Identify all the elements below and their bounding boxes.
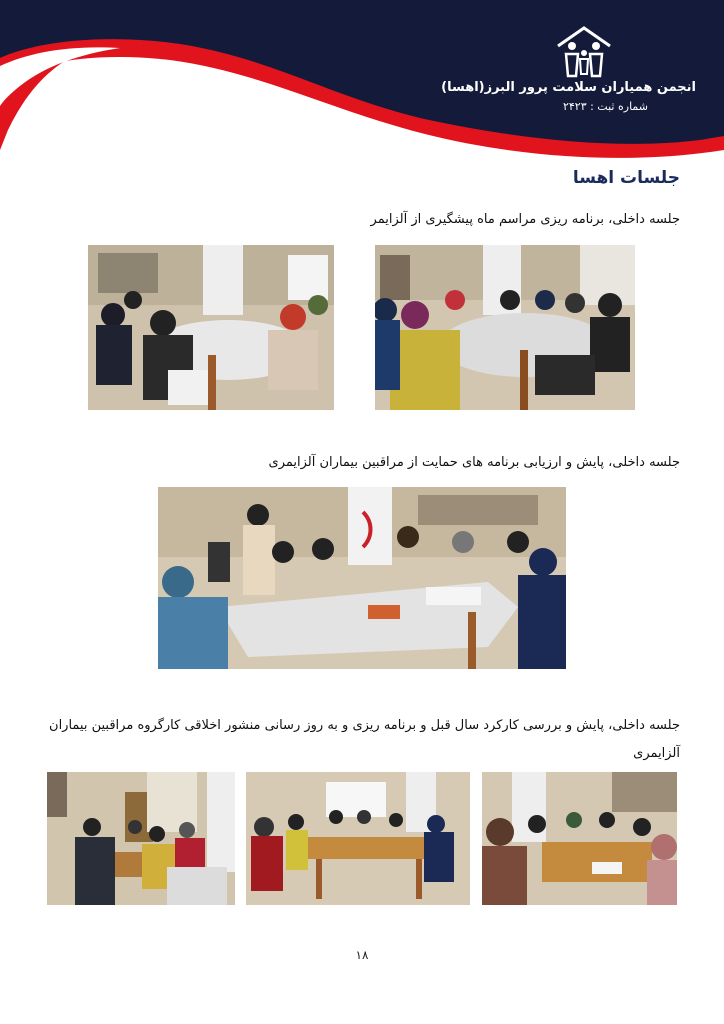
meeting-photo-1b: [375, 245, 635, 410]
section-title: جلسات اهسا: [572, 168, 680, 188]
registration-number: شماره ثبت : ۲۴۲۳: [562, 100, 648, 113]
meeting-caption-1: جلسه داخلی، برنامه ریزی مراسم ماه پیشگیری از آلزایمر: [370, 212, 680, 227]
page-number: ۱۸: [355, 948, 369, 962]
page-header: [0, 0, 724, 170]
meeting-photo-3b: [246, 772, 470, 905]
meeting-photo-3c: [482, 772, 677, 905]
meeting-photo-2: [158, 487, 566, 669]
meeting-photo-3a: [47, 772, 235, 905]
meeting-caption-3: جلسه داخلی، پایش و بررسی کارکرد سال قبل و برنامه ریزی و به روز رسانی منشور اخلاقی کارگروه مراقبین بیماران آلزایمری: [49, 718, 680, 761]
meeting-caption-2: جلسه داخلی، پایش و ارزیابی برنامه های حمایت از مراقبین بیماران آلزایمری: [268, 455, 680, 470]
organization-name: انجمن همیاران سلامت پرور البرز(اهسا): [441, 80, 696, 95]
meeting-photo-1a: [88, 245, 334, 410]
